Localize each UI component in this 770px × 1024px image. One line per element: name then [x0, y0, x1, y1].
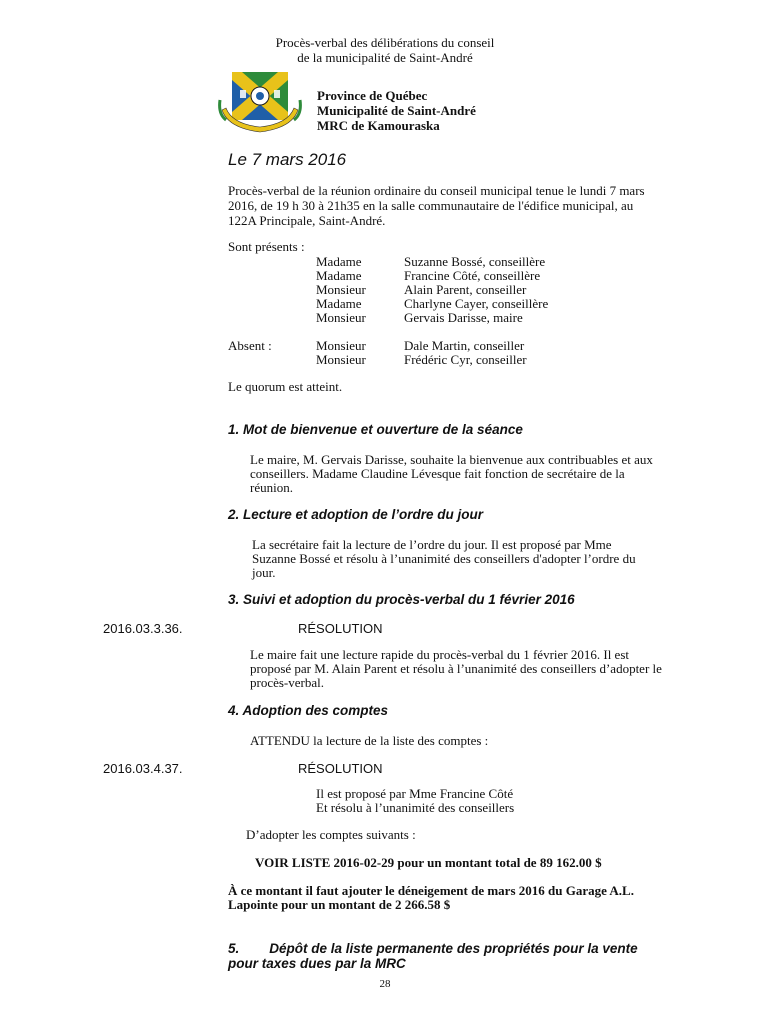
intro-line-3: 122A Principale, Saint-André. — [228, 213, 386, 228]
section-3-line-2: proposé par M. Alain Parent et résolu à l’unanimité des conseillers d’adopter le — [250, 661, 662, 676]
section-4-title: 4. Adoption des comptes — [228, 703, 389, 718]
quorum-text: Le quorum est atteint. — [228, 379, 343, 394]
section-5-title-line-1: 5. Dépôt de la liste permanente des propriétés pour la vente — [228, 941, 638, 956]
present-label: Sont présents : — [228, 239, 305, 254]
resolution-number: 2016.03.3.36. — [103, 621, 183, 636]
absent-title: Monsieur — [316, 352, 366, 367]
present-name: Suzanne Bossé, conseillère — [404, 254, 546, 269]
present-name: Alain Parent, conseiller — [404, 282, 527, 297]
section-1-line-2: conseillers. Madame Claudine Lévesque fait fonction de secrétaire de la — [250, 466, 625, 481]
org-municipality: Municipalité de Saint-André — [317, 103, 476, 118]
section-4-proposer: Il est proposé par Mme Francine Côté — [316, 786, 514, 801]
org-mrc: MRC de Kamouraska — [317, 118, 440, 133]
absent-label: Absent : — [228, 338, 272, 353]
section-2-line-1: La secrétaire fait la lecture de l’ordre du jour. Il est proposé par Mme — [252, 537, 612, 552]
resolution-number: 2016.03.4.37. — [103, 761, 183, 776]
present-name: Charlyne Cayer, conseillère — [404, 296, 549, 311]
present-name: Gervais Darisse, maire — [404, 310, 523, 325]
section-2-title: 2. Lecture et adoption de l’ordre du jour — [228, 507, 484, 522]
present-name: Francine Côté, conseillère — [404, 268, 541, 283]
section-2-line-2: Suzanne Bossé et résolu à l’unanimité des conseillers d'adopter l’ordre du — [252, 551, 636, 566]
section-4-resolved: Et résolu à l’unanimité des conseillers — [316, 800, 515, 815]
section-3-line-3: procès-verbal. — [250, 675, 324, 690]
section-1-title: 1. Mot de bienvenue et ouverture de la séance — [228, 422, 523, 437]
meeting-date-title: Le 7 mars 2016 — [228, 150, 347, 169]
section-3-line-1: Le maire fait une lecture rapide du procès-verbal du 1 février 2016. Il est — [250, 647, 629, 662]
document-header-line-1: Procès-verbal des délibérations du conseil — [275, 35, 495, 50]
org-province: Province de Québec — [317, 88, 428, 103]
resolution-label: RÉSOLUTION — [298, 621, 383, 636]
section-4-see-list: VOIR LISTE 2016-02-29 pour un montant total de 89 162.00 $ — [255, 855, 602, 870]
section-4-addition-line-1: À ce montant il faut ajouter le déneigement de mars 2016 du Garage A.L. — [228, 883, 634, 898]
municipal-coat-of-arms-icon — [218, 70, 302, 138]
intro-line-2: 2016, de 19 h 30 à 21h35 en la salle communautaire de l'édifice municipal, au — [228, 198, 634, 213]
section-5-title-line-2: pour taxes dues par la MRC — [228, 956, 406, 971]
present-title: Monsieur — [316, 282, 366, 297]
section-4-addition-line-2: Lapointe pour un montant de 2 266.58 $ — [228, 897, 451, 912]
section-3-title: 3. Suivi et adoption du procès-verbal du 1 février 2016 — [228, 592, 575, 607]
present-title: Madame — [316, 268, 362, 283]
intro-line-1: Procès-verbal de la réunion ordinaire du conseil municipal tenue le lundi 7 mars — [228, 183, 645, 198]
section-4-adopt-accounts: D’adopter les comptes suivants : — [246, 827, 416, 842]
page-number: 28 — [379, 978, 391, 990]
absent-name: Dale Martin, conseiller — [404, 338, 525, 353]
resolution-label: RÉSOLUTION — [298, 761, 383, 776]
present-title: Madame — [316, 254, 362, 269]
document-header-line-2: de la municipalité de Saint-André — [297, 50, 473, 65]
present-title: Madame — [316, 296, 362, 311]
absent-title: Monsieur — [316, 338, 366, 353]
section-2-line-3: jour. — [252, 565, 276, 580]
absent-name: Frédéric Cyr, conseiller — [404, 352, 527, 367]
section-1-line-1: Le maire, M. Gervais Darisse, souhaite la bienvenue aux contribuables et aux — [250, 452, 653, 467]
section-1-line-3: réunion. — [250, 480, 293, 495]
present-title: Monsieur — [316, 310, 366, 325]
section-4-attendu: ATTENDU la lecture de la liste des comptes : — [250, 733, 489, 748]
